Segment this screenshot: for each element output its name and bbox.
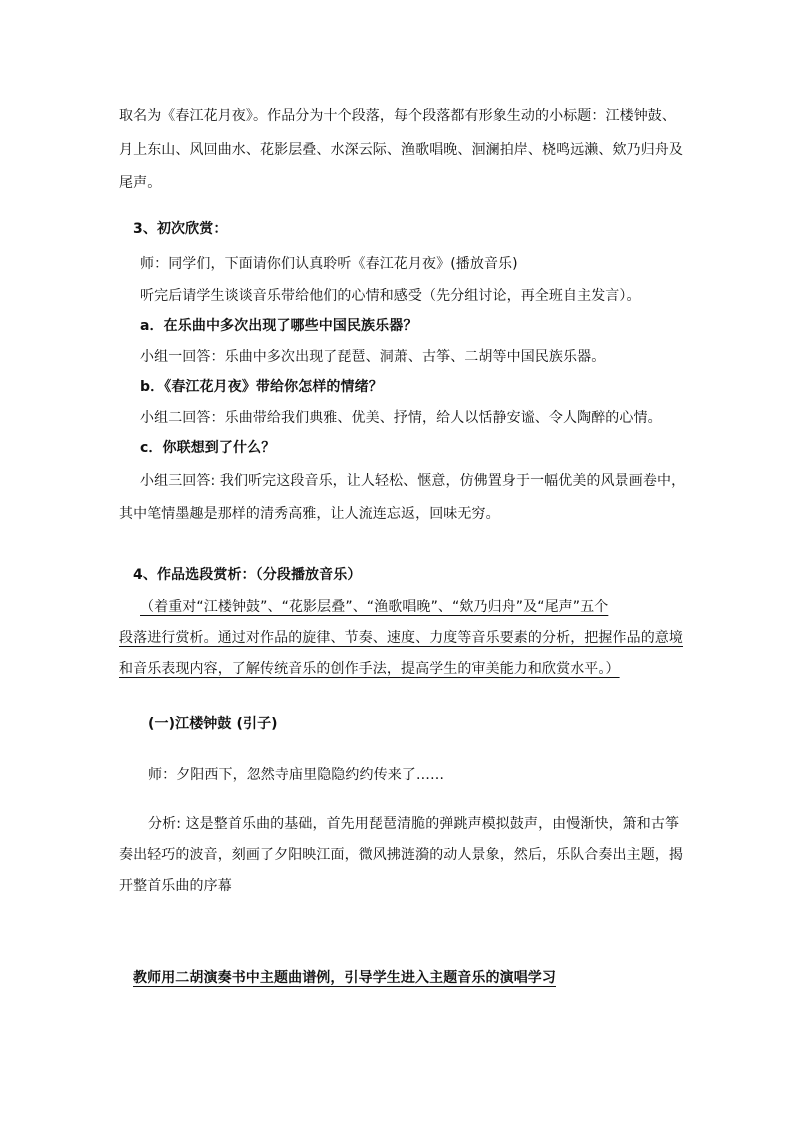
answer-c-line-2: 其中笔情墨趣是那样的清秀高雅，让人流连忘返，回味无穷。 xyxy=(119,506,500,522)
section-3-heading: 3、初次欣赏： xyxy=(133,221,228,237)
answer-c-line-1: 小组三回答: 我们听完这段音乐，让人轻松、惬意，仿佛置身于一幅优美的风景画卷中， xyxy=(140,473,686,489)
analysis-line-2: 奏出轻巧的波音，刻画了夕阳映江面，微风拂涟漪的动人景象，然后，乐队合奏出主题，揭 xyxy=(119,847,683,863)
analysis-line-1: 分析: 这是整首乐曲的基础，首先用琵琶清脆的弹跳声模拟鼓声，由慢渐快，箫和古筝 xyxy=(148,816,680,832)
question-a: a．在乐曲中多次出现了哪些中国民族乐器？ xyxy=(140,318,418,334)
analysis-line-3: 开整首乐曲的序幕 xyxy=(119,878,232,894)
intro-line-2: 月上东山、风回曲水、花影层叠、水深云际、渔歌唱晚、洄澜拍岸、桡鸣远濑、欸乃归舟及 xyxy=(119,142,683,158)
question-b: b．《春江花月夜》带给你怎样的情绪？ xyxy=(140,379,383,395)
closing-instruction: 教师用二胡演奏书中主题曲谱例，引导学生进入主题音乐的演唱学习 xyxy=(133,970,556,986)
answer-b: 小组二回答：乐曲带给我们典雅、优美、抒情，给人以恬静安谧、令人陶醉的心情。 xyxy=(140,410,662,426)
subsection-1-heading: (一)江楼钟鼓 (引子) xyxy=(148,716,278,732)
section-4-heading: 4、作品选段赏析：（分段播放音乐） xyxy=(133,567,362,583)
section-3-instruction: 听完后请学生谈谈音乐带给他们的心情和感受（先分组讨论，再全班自主发言）。 xyxy=(140,288,641,304)
section-4-note-line-2: 段落进行赏析。通过对作品的旋律、节奏、速度、力度等音乐要素的分析，把握作品的意境 xyxy=(119,630,683,646)
question-c: c．你联想到了什么？ xyxy=(140,440,276,456)
section-3-teacher-line: 师：同学们，下面请你们认真聆听《春江花月夜》(播放音乐) xyxy=(140,256,518,272)
intro-line-1: 取名为《春江花月夜》。作品分为十个段落，每个段落都有形象生动的小标题：江楼钟鼓、 xyxy=(119,108,676,124)
subsection-1-teacher-line: 师：夕阳西下，忽然寺庙里隐隐约约传来了…… xyxy=(148,767,445,783)
section-4-note-line-1: （着重对“江楼钟鼓”、“花影层叠”、“渔歌唱晚”、“欸乃归舟”及“尾声”五个 xyxy=(140,599,609,615)
intro-line-3: 尾声。 xyxy=(119,175,162,191)
section-4-note-line-3: 和音乐表现内容，了解传统音乐的创作手法，提高学生的审美能力和欣赏水平。） xyxy=(119,661,620,677)
answer-a: 小组一回答：乐曲中多次出现了琵琶、洞萧、古筝、二胡等中国民族乐器。 xyxy=(140,349,606,365)
